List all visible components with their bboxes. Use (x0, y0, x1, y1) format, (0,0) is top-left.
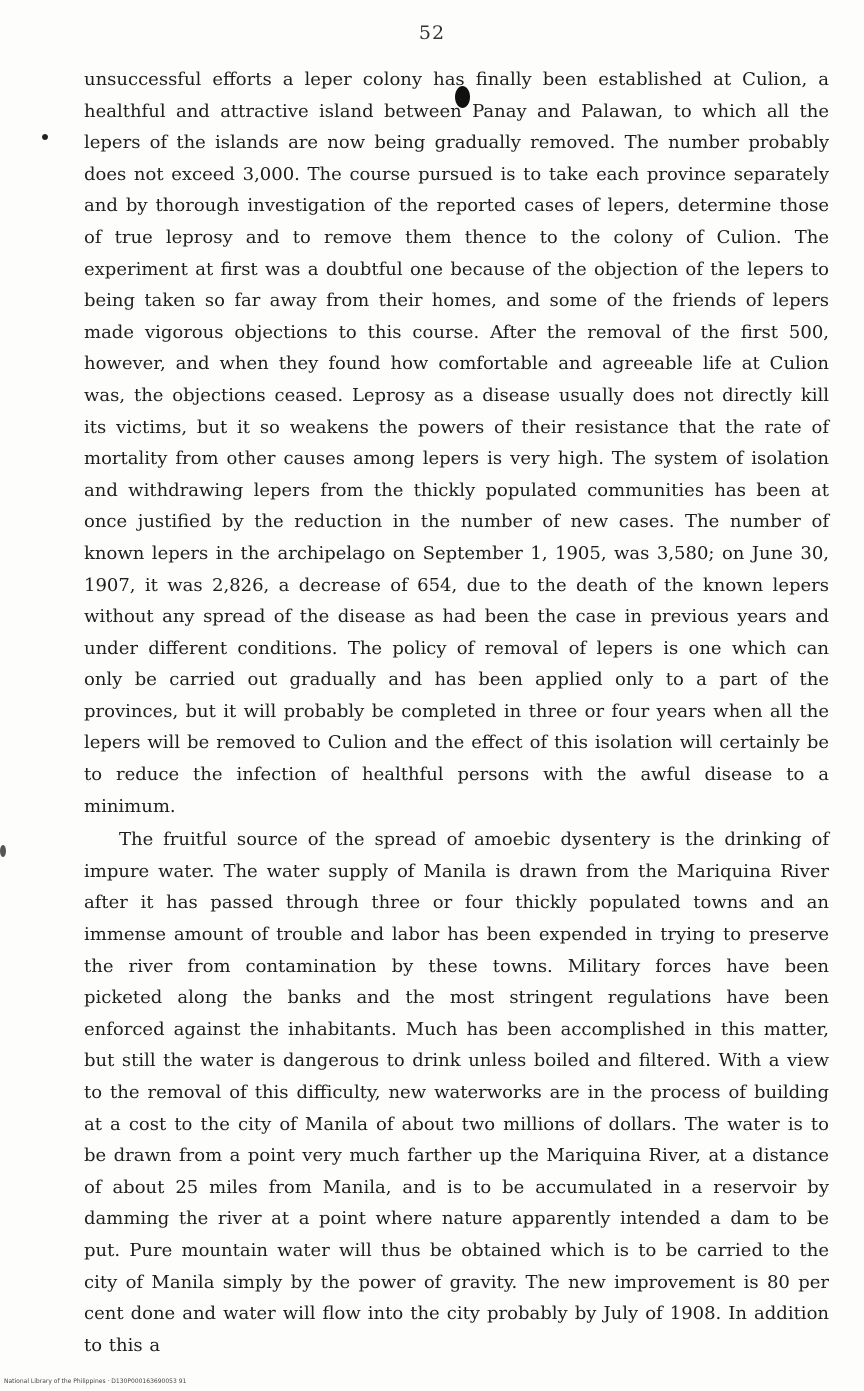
edge-mark (0, 845, 6, 857)
body-text (84, 64, 829, 1361)
page-number: 52 (418, 22, 446, 44)
paragraph-2: The fruitful source of the spread of amoebic dysentery is the drinking of impure water. The water supply of Manila is drawn from the Mariquina River after it has passed through three or four thickly populated towns and an immense amount of trouble and labor has been expended in trying to preserve the river from contamination by these towns. Military forces have been picketed along the banks and the most stringent regulations have been enforced against the inhabitants. Much has been accomplished in this matter, but still the water is dangerous to drink unless boiled and filtered. With a view to the removal of this difficulty, new waterworks are in the process of building at a cost to the city of Manila of about two millions of dollars. The water is to be drawn from a point very much farther up the Mariquina River, at a distance of about 25 miles from Manila, and is to be accumulated in a reservoir by damming the river at a point where nature apparently intended a dam to be put. Pure mountain water will thus be obtained which is to be carried to the city of Manila simply by the power of gravity. The new improvement is 80 per cent done and water will flow into the city probably by July of 1908. In addition to this a (84, 829, 829, 1356)
scan-footer: National Library of the Philippines · D130P000163690053 91 (4, 1378, 187, 1385)
paragraph-1: unsuccessful efforts a leper colony has finally been established at Culion, a healthful and attractive island between Panay and Palawan, to which all the lepers of the islands are now being gradually removed. The number probably does not exceed 3,000. The course pursued is to take each province separately and by thorough investigation of the reported cases of lepers, determine those of true leprosy and to remove them thence to the colony of Culion. The experiment at first was a doubtful one because of the objection of the lepers to being taken so far away from their homes, and some of the friends of lepers made vigorous objections to this course. After the removal of the first 500, however, and when they found how comfortable and agreeable life at Culion was, the objections ceased. Leprosy as a disease usually does not directly kill its victims, but it so weakens the powers of their resistance that the rate of mortality from other causes among lepers is very high. The system of isolation and withdrawing lepers from the thickly populated communities has been at once justified by the reduction in the number of new cases. The number of known lepers in the archipelago on September 1, 1905, was 3,580; on June 30, 1907, it was 2,826, a decrease of 654, due to the death of the known lepers without any spread of the disease as had been the case in previous years and under different conditions. The policy of removal of lepers is one which can only be carried out gradually and has been applied only to a part of the provinces, but it will probably be completed in three or four years when all the lepers will be removed to Culion and the effect of this isolation will certainly be to reduce the infection of healthful persons with the awful disease to a minimum. (84, 69, 829, 817)
margin-dot (42, 134, 48, 140)
